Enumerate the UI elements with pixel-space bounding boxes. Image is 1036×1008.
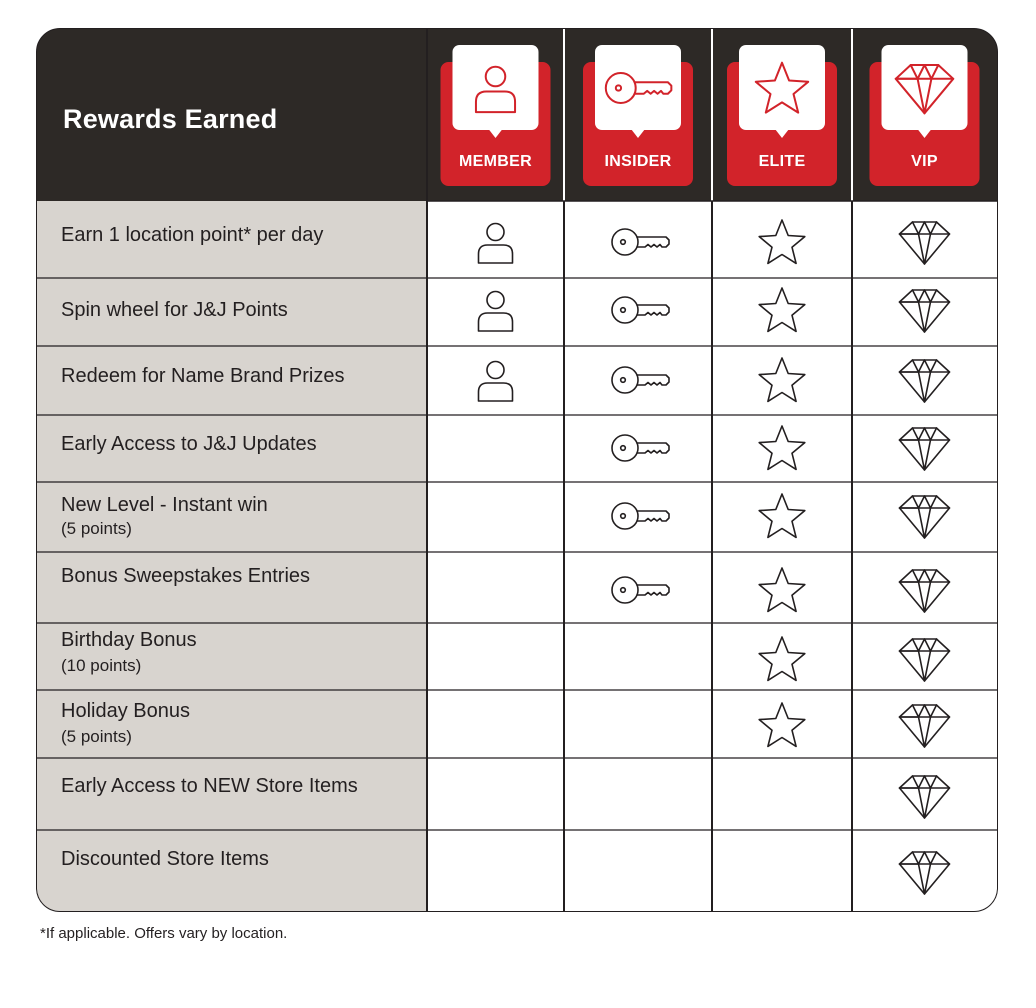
- tier-label-vip: VIP: [911, 153, 938, 170]
- tier-bubble: [739, 45, 825, 130]
- feature-label: Bonus Sweepstakes Entries: [61, 565, 311, 587]
- feature-sublabel: (10 points): [61, 656, 142, 675]
- tier-bubble: [453, 45, 539, 130]
- feature-label: Early Access to J&J Updates: [61, 433, 317, 455]
- feature-label: Holiday Bonus: [61, 700, 190, 722]
- tier-label-member: MEMBER: [459, 153, 532, 170]
- feature-label: Spin wheel for J&J Points: [61, 299, 288, 321]
- feature-sublabel: (5 points): [61, 519, 132, 538]
- table-title: Rewards Earned: [63, 104, 278, 134]
- feature-sublabel: (5 points): [61, 727, 132, 746]
- feature-label: New Level - Instant win: [61, 494, 268, 516]
- feature-label: Birthday Bonus: [61, 629, 197, 651]
- feature-label: Discounted Store Items: [61, 848, 269, 870]
- tier-label-insider: INSIDER: [604, 153, 672, 170]
- tier-bubble: [882, 45, 968, 130]
- footnote: *If applicable. Offers vary by location.: [40, 925, 288, 942]
- feature-label: Redeem for Name Brand Prizes: [61, 365, 345, 387]
- tier-bubble: [595, 45, 681, 130]
- tier-label-elite: ELITE: [758, 153, 806, 170]
- feature-label: Earn 1 location point* per day: [61, 224, 324, 246]
- feature-label: Early Access to NEW Store Items: [61, 775, 358, 797]
